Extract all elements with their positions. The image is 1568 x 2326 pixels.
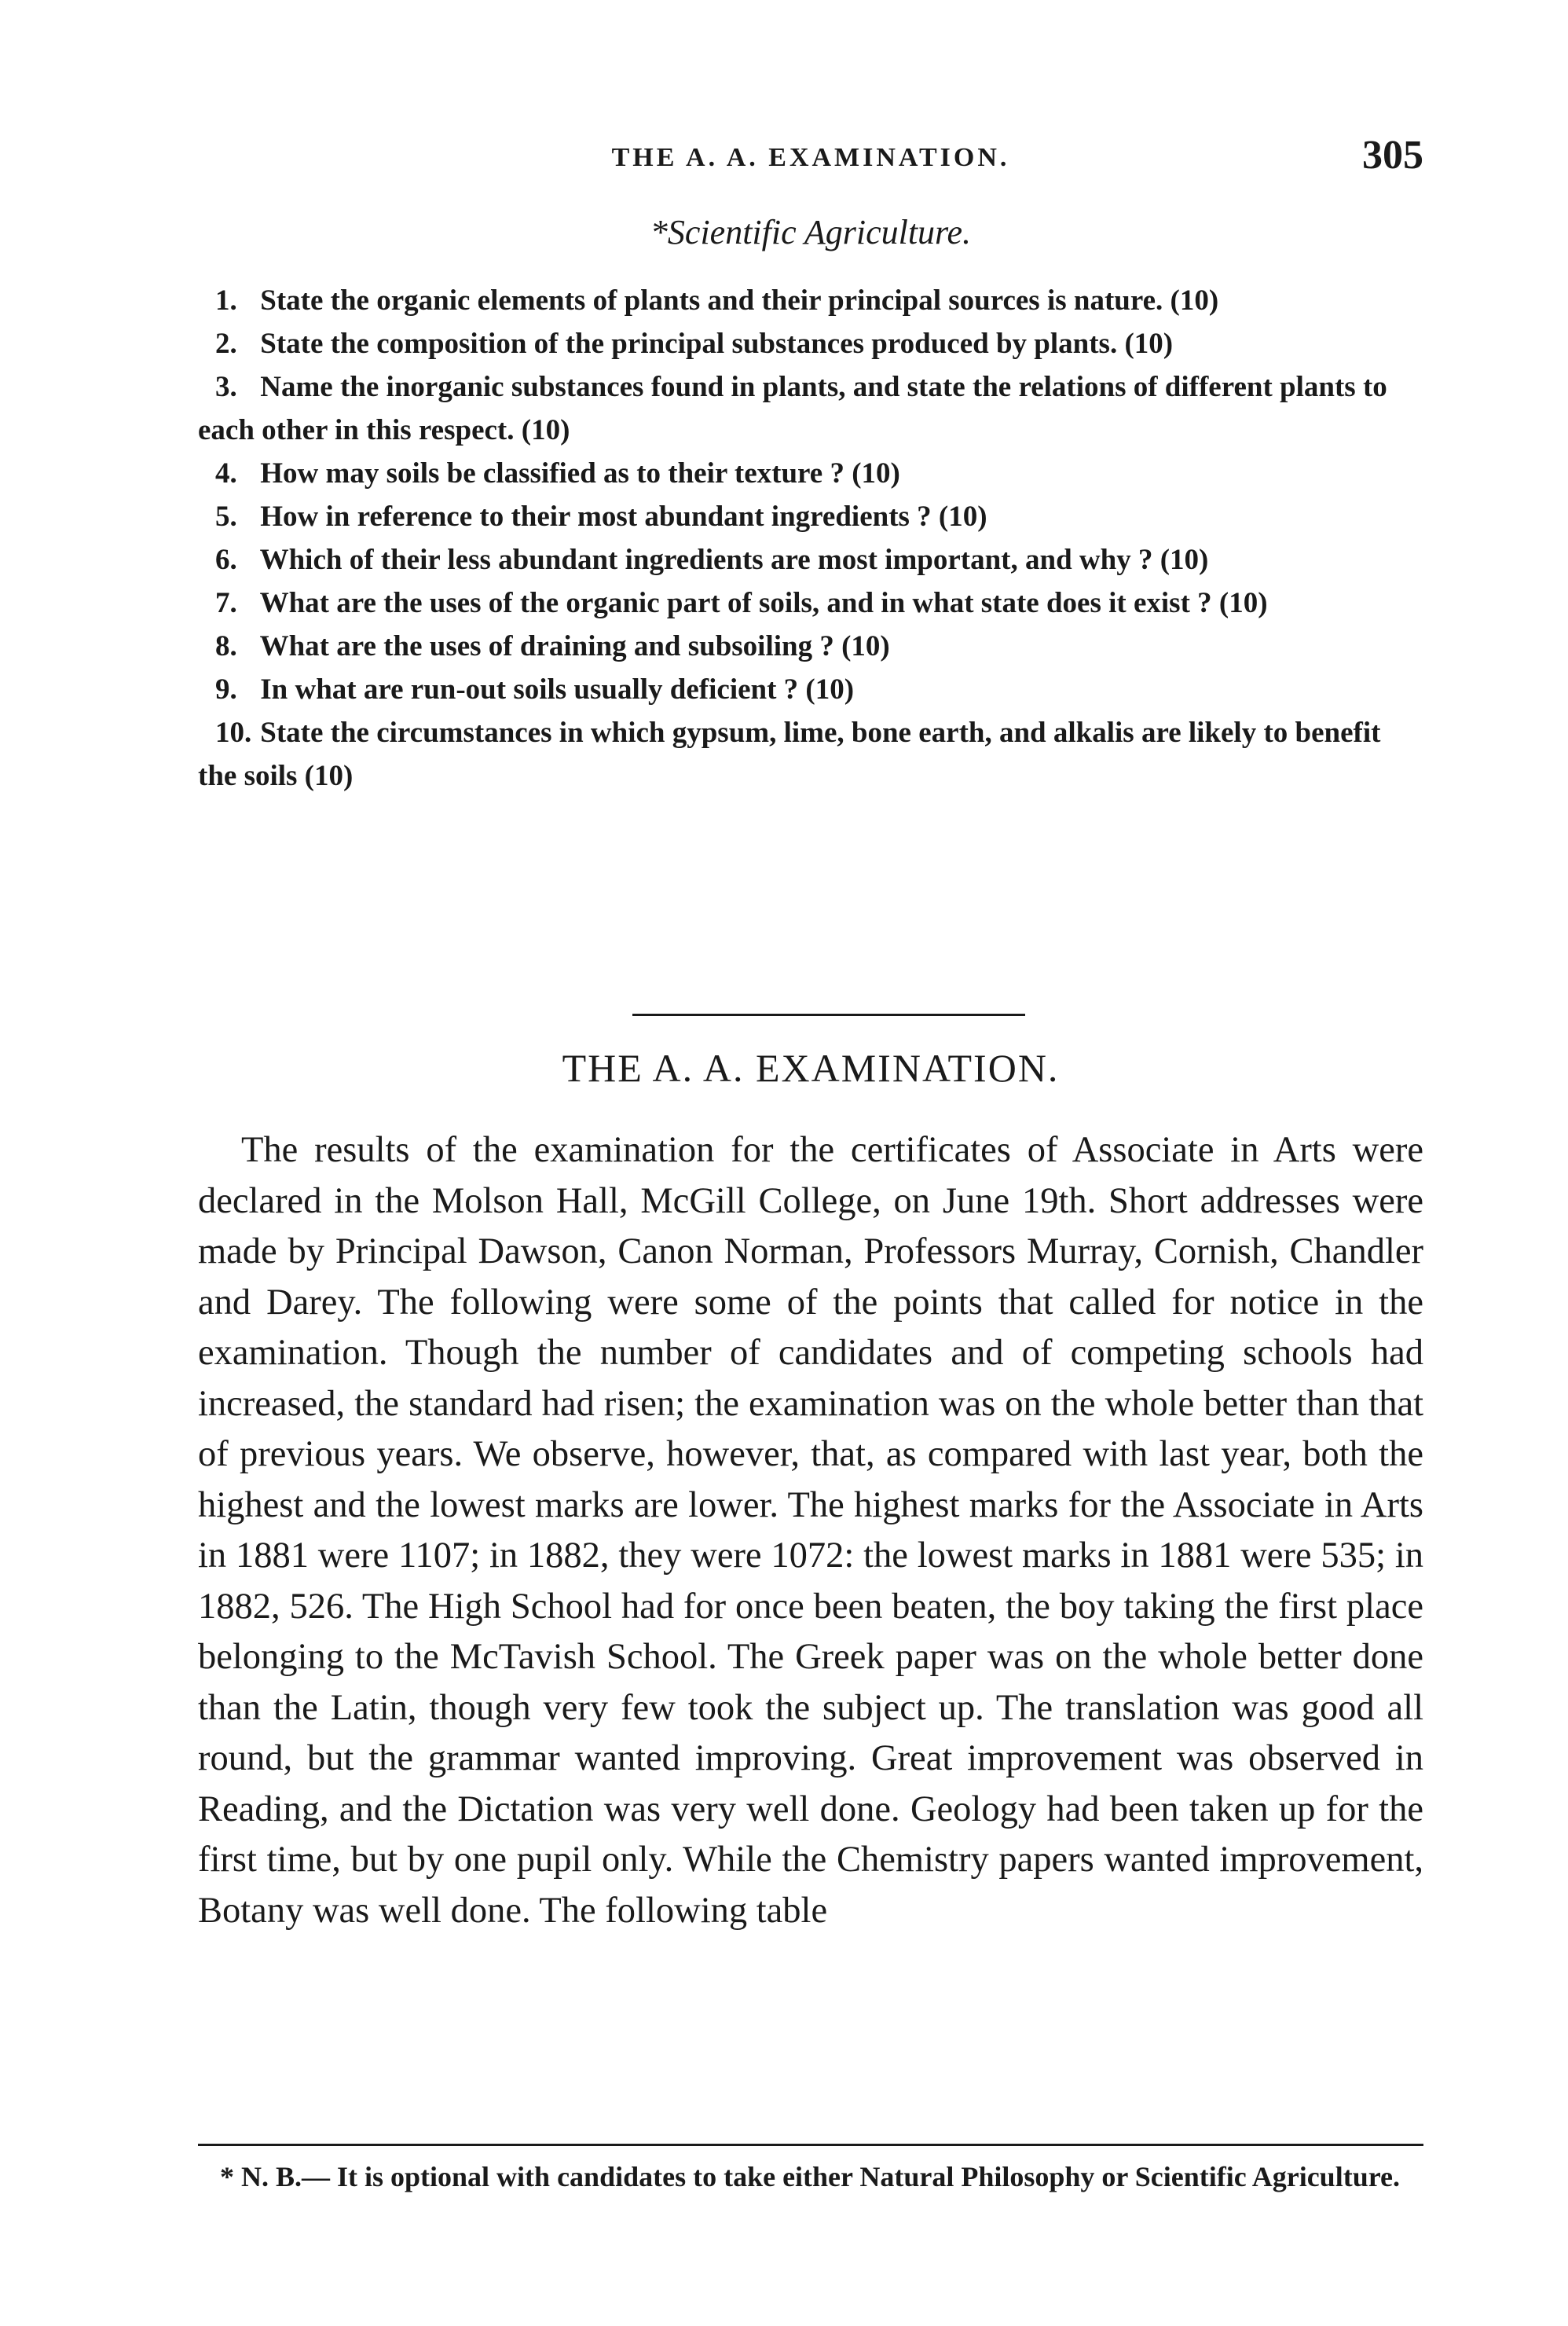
question-text: Which of their less abundant ingredients are most important, and why ? (10) (259, 544, 1209, 576)
question-text: What are the uses of the organic part of soils, and in what state does it exist ? (10) (259, 587, 1268, 619)
section-title: *Scientific Agriculture. (650, 213, 972, 251)
question-number: 9. (215, 673, 237, 706)
footnote (198, 2156, 1423, 2197)
page-number: 305 (1362, 133, 1423, 178)
question-number: 4. (215, 457, 237, 490)
question-text: State the composition of the principal substances produced by plants. (10) (260, 328, 1174, 360)
article-body: The results of the examination for the certificates of Associate in Arts were declared in the Molson Hall, McGill College, on June 19th. Short addresses were made by Principal Dawson, Canon Norman, Professors Murray, Cornish, Chandler and Darey. The following were some of the points that called for notice in the examination. Though the number of candidates and of competing schools had increased, the standard had risen; the examination was on the whole better than that of previous years. We observe, however, that, as compared with last year, both the highest and the lowest marks are lower. The highest marks for the Associate in Arts in 1881 were 1107; in 1882, they were 1072: the lowest marks in 1881 were 535; in 1882, 526. The High School had for once been beaten, the boy taking the first place belonging to the McTavish School. The Greek paper was on the whole better done than the Latin, though very few took the subject up. The translation was good all round, but the grammar wanted improving. Great improvement was observed in Reading, and the Dictation was very well done. Geology had been taken up for the first time, but by one pupil only. While the Chemistry papers wanted improvement, Botany was well done. The following table (198, 1130, 1423, 1931)
question-item (198, 495, 1423, 538)
section-divider (632, 1014, 1025, 1016)
footnote-divider (198, 2144, 1423, 2146)
question-text: What are the uses of draining and subsoiling ? (10) (259, 630, 890, 662)
question-item (198, 322, 1423, 365)
question-number: 2. (215, 328, 237, 360)
question-number: 1. (215, 284, 237, 317)
question-text: In what are run-out soils usually deficient ? (10) (260, 673, 855, 706)
question-number: 7. (215, 587, 237, 619)
footnote-marker: * (220, 2161, 234, 2192)
question-list (198, 279, 1423, 798)
question-number: 5. (215, 501, 237, 533)
question-item (198, 711, 1423, 798)
question-text: How may soils be classified as to their texture ? (10) (260, 457, 900, 490)
question-item (198, 625, 1423, 668)
question-item (198, 279, 1423, 322)
question-number: 6. (215, 544, 237, 576)
footnote-text: N. B.— It is optional with candidates to take either Natural Philosophy or Scientific Agriculture. (241, 2161, 1401, 2192)
question-item (198, 365, 1423, 452)
question-item (198, 668, 1423, 711)
question-text: Name the inorganic substances found in plants, and state the relations of different plants to each other in this respect. (10) (198, 371, 1387, 446)
question-text: State the circumstances in which gypsum, lime, bone earth, and alkalis are likely to benefit the soils (10) (198, 717, 1381, 792)
question-item (198, 582, 1423, 625)
running-title: THE A. A. EXAMINATION. (611, 143, 1010, 172)
question-item (198, 452, 1423, 495)
article-title: THE A. A. EXAMINATION. (562, 1046, 1060, 1090)
question-text: How in reference to their most abundant ingredients ? (10) (260, 501, 987, 533)
question-item (198, 538, 1423, 582)
running-head (198, 132, 1423, 187)
question-number: 8. (215, 630, 237, 662)
question-number: 3. (215, 371, 237, 403)
question-text: State the organic elements of plants and their principal sources is nature. (10) (260, 284, 1219, 317)
question-number: 10. (215, 717, 252, 749)
